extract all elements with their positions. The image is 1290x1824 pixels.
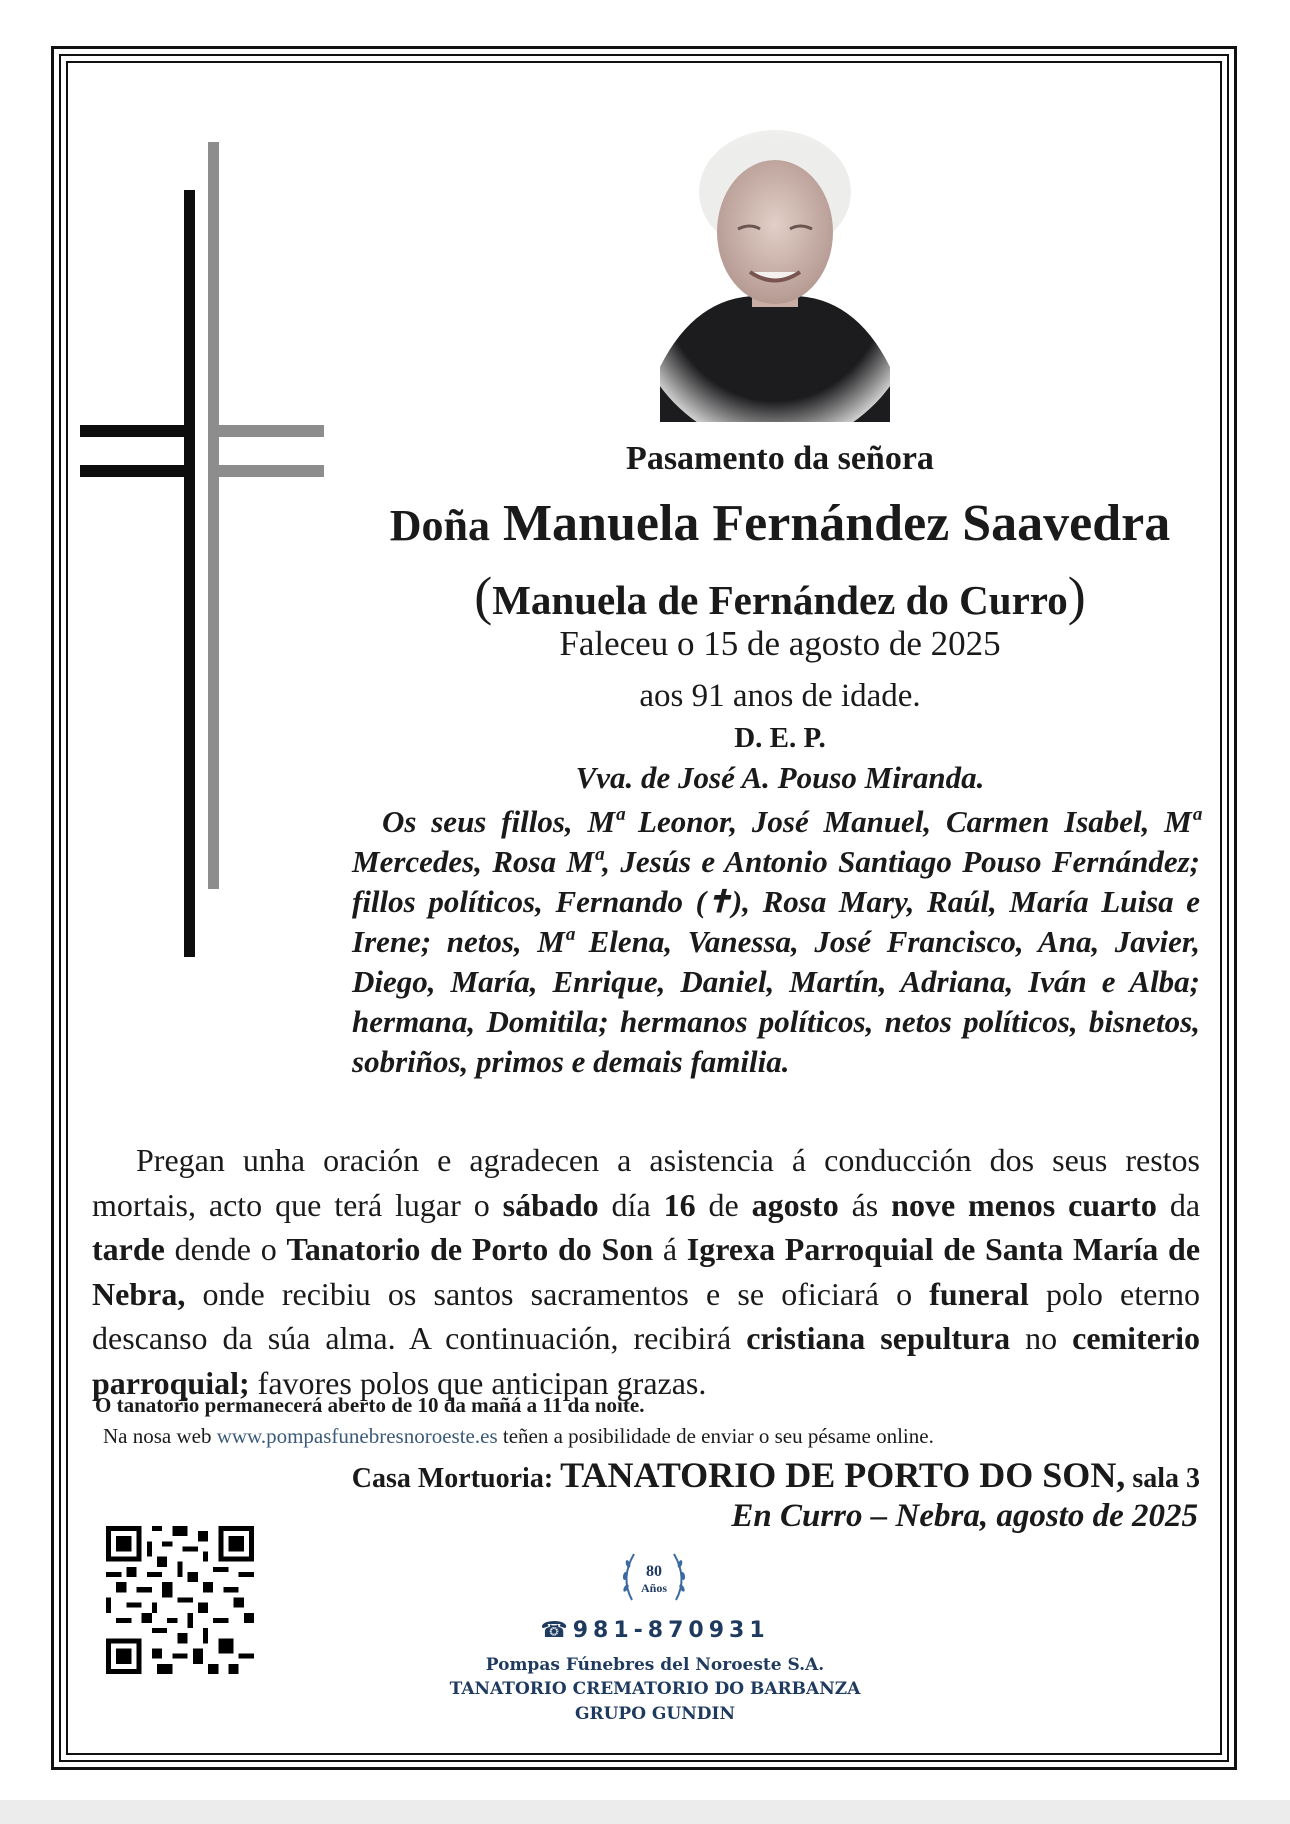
death-date: Faleceu o 15 de agosto de 2025 [559, 624, 1001, 663]
small-cross-icon: ✝ [705, 884, 732, 919]
widow-line: Vva. de José A. Pouso Miranda. [575, 760, 985, 795]
qr-code[interactable] [106, 1526, 254, 1674]
body-text: ás [838, 1186, 892, 1223]
cross-icon [0, 0, 1, 1]
body-text: de [695, 1186, 752, 1223]
page-bottom-strip [0, 1800, 1290, 1824]
phone-line[interactable] [520, 1618, 790, 1643]
body-bold: tarde [92, 1231, 165, 1267]
seal-word: Años [640, 1581, 668, 1595]
alias-open-paren: ( [474, 566, 493, 626]
seal-number: 80 [646, 1563, 662, 1580]
casa-place: TANATORIO DE PORTO DO SON, [560, 1455, 1126, 1495]
body-bold: sábado [502, 1186, 599, 1223]
body-bold: 16 [663, 1186, 696, 1223]
cross-gray-arm-bottom [208, 465, 324, 477]
family-text-2: ), Rosa Mary, Raúl, María Luisa e Irene; netos, Mª Elena, Vanessa, José Francisco, Ana, Javier, Diego, María, Enrique, Daniel, Martín, Adriana, Iván e Alba; hermana, Domitila; hermanos políticos, netos políticos, bisnetos, sobriños, primos e demais familia. [352, 884, 1201, 1079]
opening-hours-note: O tanatorio permanecerá aberto de 10 da mañá a 11 da noite. [95, 1393, 645, 1417]
cross-black-arm-top [80, 425, 195, 437]
body-text: polo eterno descanso da súa alma. A continuación, recibirá [92, 1275, 1201, 1356]
cross-gray-vertical [208, 142, 219, 889]
body-bold: agosto [751, 1186, 839, 1223]
casa-label: Casa Mortuoria: [351, 1463, 554, 1494]
web-note [103, 1424, 1203, 1449]
body-bold: Tanatorio de Porto do Son [286, 1231, 654, 1267]
deceased-name [330, 494, 1230, 553]
web-note-suffix: teñen a posibilidade de enviar o seu pésame online. [497, 1424, 934, 1448]
funeral-home-line [200, 1454, 1200, 1496]
body-text: favores polos que anticipan grazas. [249, 1364, 707, 1401]
body-text: onde recibiu os santos sacramentos e se oficiará o [185, 1275, 930, 1312]
company-name: Pompas Fúnebres del Noroeste S.A. [485, 1655, 825, 1675]
alias-line [330, 565, 1230, 627]
web-note-prefix: Na nosa web [103, 1424, 217, 1448]
cross-black-arm-bottom [80, 465, 195, 477]
crematorium-name: TANATORIO CREMATORIO DO BARBANZA [449, 1679, 861, 1699]
alias-close-paren: ) [1067, 566, 1086, 626]
website-link[interactable]: www.pompasfunebresnoroeste.es [216, 1424, 498, 1448]
body-bold: cemiterio parroquial; [92, 1320, 1201, 1401]
body-text: dende o [164, 1231, 287, 1267]
casa-room: sala 3 [1132, 1463, 1200, 1494]
family-text-1: Os seus fillos, Mª Leonor, José Manuel, Carmen Isabel, Mª Mercedes, Rosa Mª, Jesús e Antonio Santiago Pouso Fernández; fillos políticos, Fernando ( [352, 804, 1200, 919]
full-name: Manuela Fernández Saavedra [502, 495, 1171, 552]
body-bold: Igrexa Parroquial de Santa María de Nebra, [92, 1231, 1201, 1312]
honorific: Doña [389, 501, 490, 550]
rip-line: D. E. P. [734, 722, 826, 754]
portrait-photo [640, 117, 910, 422]
age-line: aos 91 anos de idade. [639, 678, 921, 714]
phone-number: 981-870931 [572, 1618, 770, 1643]
anniversary-seal-icon [614, 1538, 694, 1618]
place-date: En Curro – Nebra, agosto de 2025 [731, 1498, 1198, 1534]
body-text: no [1010, 1320, 1073, 1356]
body-bold: cristiana sepultura [746, 1320, 1011, 1356]
intro-line: Pasamento da señora [626, 440, 934, 477]
body-bold: nove menos cuarto [891, 1186, 1157, 1223]
group-name: GRUPO GUNDIN [574, 1704, 736, 1724]
body-text: á [653, 1231, 687, 1267]
body-text: da [1156, 1186, 1201, 1223]
ceremony-paragraph [92, 1138, 1200, 1405]
body-text: Pregan unha oración e agradecen a asistencia á conducción dos seus restos mortais, acto que terá lugar o [92, 1142, 1200, 1223]
body-bold: funeral [929, 1275, 1029, 1312]
family-paragraph [352, 802, 1200, 1082]
cross-black-vertical [184, 190, 195, 957]
cross-gray-arm-top [208, 425, 324, 437]
phone-icon: ☎ [540, 1618, 573, 1643]
alias-name: Manuela de Fernández do Curro [492, 577, 1068, 623]
body-text: día [598, 1186, 664, 1223]
